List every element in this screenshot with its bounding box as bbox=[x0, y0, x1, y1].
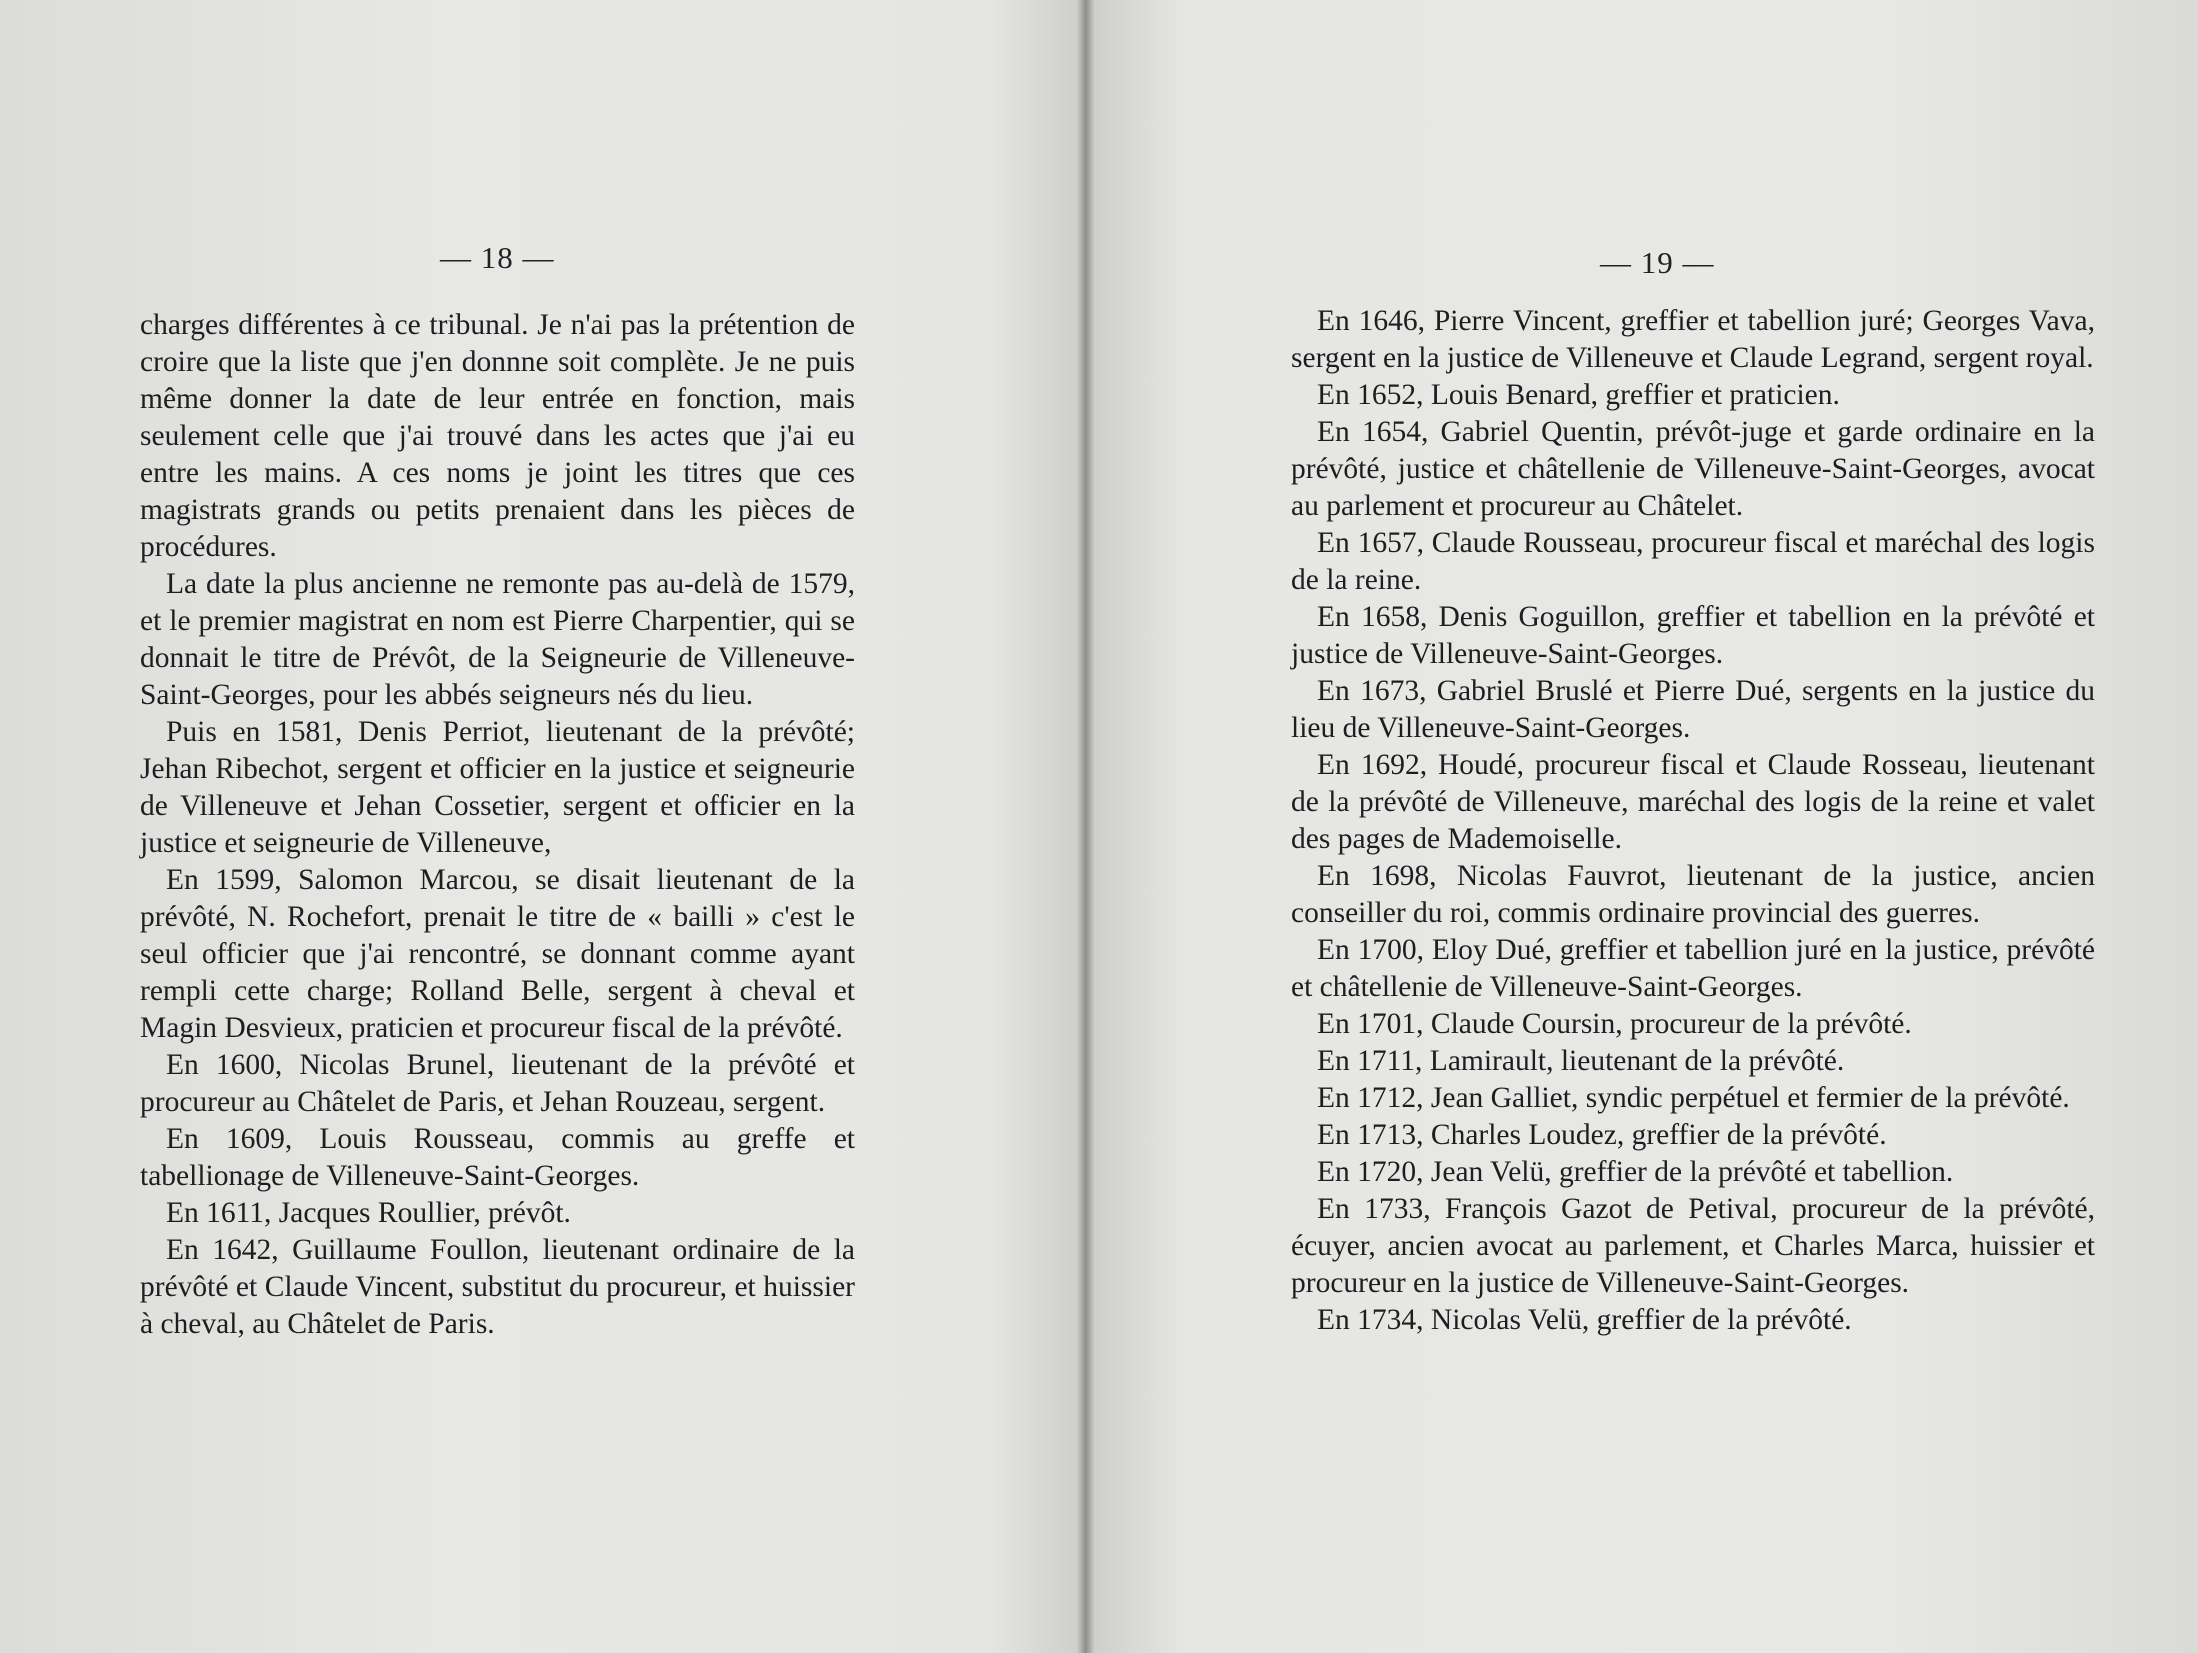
paragraph: En 1713, Charles Loudez, greffier de la prévôté. bbox=[1317, 1119, 1887, 1151]
paragraph: En 1673, Gabriel Bruslé et Pierre Dué, sergents en la justice du lieu de Villeneuve-Saint-Georges. bbox=[1291, 675, 2095, 744]
paragraph: En 1654, Gabriel Quentin, prévôt-juge et garde ordinaire en la prévôté, justice et châtellenie de Villeneuve-Saint-Georges, avocat au parlement et procureur au Châtelet. bbox=[1291, 416, 2095, 522]
paragraph: En 1657, Claude Rousseau, procureur fiscal et maréchal des logis de la reine. bbox=[1291, 527, 2095, 596]
paragraph: En 1720, Jean Velü, greffier de la prévôté et tabellion. bbox=[1317, 1156, 1954, 1188]
right-page bbox=[1080, 0, 2198, 1653]
paragraph: En 1701, Claude Coursin, procureur de la prévôté. bbox=[1317, 1008, 1912, 1040]
paragraph: En 1609, Louis Rousseau, commis au greffe et tabellionage de Villeneuve-Saint-Georges. bbox=[140, 1123, 855, 1192]
paragraph: En 1698, Nicolas Fauvrot, lieutenant de la justice, ancien conseiller du roi, commis ordinaire provincial des guerres. bbox=[1291, 860, 2095, 929]
paragraph: En 1734, Nicolas Velü, greffier de la prévôté. bbox=[1317, 1304, 1852, 1336]
paragraph: En 1700, Eloy Dué, greffier et tabellion juré en la justice, prévôté et châtellenie de Villeneuve-Saint-Georges. bbox=[1291, 934, 2095, 1003]
page-number: — 19 — bbox=[1600, 245, 1715, 280]
paragraph: En 1611, Jacques Roullier, prévôt. bbox=[166, 1197, 571, 1229]
paragraph: En 1646, Pierre Vincent, greffier et tabellion juré; Georges Vava, sergent en la justice de Villeneuve et Claude Legrand, sergent royal. bbox=[1291, 305, 2095, 374]
page-text bbox=[140, 307, 855, 1343]
paragraph: En 1692, Houdé, procureur fiscal et Claude Rosseau, lieutenant de la prévôté de Villeneuve, maréchal des logis de la reine et valet des pages de Mademoiselle. bbox=[1291, 749, 2095, 855]
page-number: — 18 — bbox=[440, 240, 555, 275]
left-page bbox=[0, 0, 1080, 1653]
paragraph: Puis en 1581, Denis Perriot, lieutenant de la prévôté; Jehan Ribechot, sergent et officier en la justice et seigneurie de Villeneuve et Jehan Cossetier, sergent et officier en la justice et seigneurie de Villeneuve, bbox=[140, 716, 855, 859]
paragraph: En 1600, Nicolas Brunel, lieutenant de la prévôté et procureur au Châtelet de Paris, et Jehan Rouzeau, sergent. bbox=[140, 1049, 855, 1118]
paragraph: En 1642, Guillaume Foullon, lieutenant ordinaire de la prévôté et Claude Vincent, substitut du procureur, et huissier à cheval, au Châtelet de Paris. bbox=[140, 1234, 855, 1340]
paragraph: En 1733, François Gazot de Petival, procureur de la prévôté, écuyer, ancien avocat au parlement, et Charles Marca, huissier et procureur en la justice de Villeneuve-Saint-Georges. bbox=[1291, 1193, 2095, 1299]
paragraph: En 1658, Denis Goguillon, greffier et tabellion en la prévôté et justice de Villeneuve-Saint-Georges. bbox=[1291, 601, 2095, 670]
paragraph: En 1599, Salomon Marcou, se disait lieutenant de la prévôté, N. Rochefort, prenait le titre de « bailli » c'est le seul officier que j'ai rencontré, se donnant comme ayant rempli cette charge; Rolland Belle, sergent à cheval et Magin Desvieux, praticien et procureur fiscal de la prévôté. bbox=[140, 864, 855, 1044]
paragraph: En 1712, Jean Galliet, syndic perpétuel et fermier de la prévôté. bbox=[1317, 1082, 2070, 1114]
paragraph: En 1711, Lamirault, lieutenant de la prévôté. bbox=[1317, 1045, 1845, 1077]
page-text bbox=[1291, 303, 2095, 1339]
paragraph: La date la plus ancienne ne remonte pas au-delà de 1579, et le premier magistrat en nom est Pierre Charpentier, qui se donnait le titre de Prévôt, de la Seigneurie de Villeneuve-Saint-Georges, pour les abbés seigneurs nés du lieu. bbox=[140, 568, 855, 711]
paragraph: charges différentes à ce tribunal. Je n'ai pas la prétention de croire que la liste que j'en donnne soit complète. Je ne puis même donner la date de leur entrée en fonction, mais seulement celle que j'ai trouvé dans les actes que j'ai eu entre les mains. A ces noms je joint les titres que ces magistrats grands ou petits prenaient dans les pièces de procédures. bbox=[140, 309, 855, 563]
paragraph: En 1652, Louis Benard, greffier et praticien. bbox=[1317, 379, 1840, 411]
